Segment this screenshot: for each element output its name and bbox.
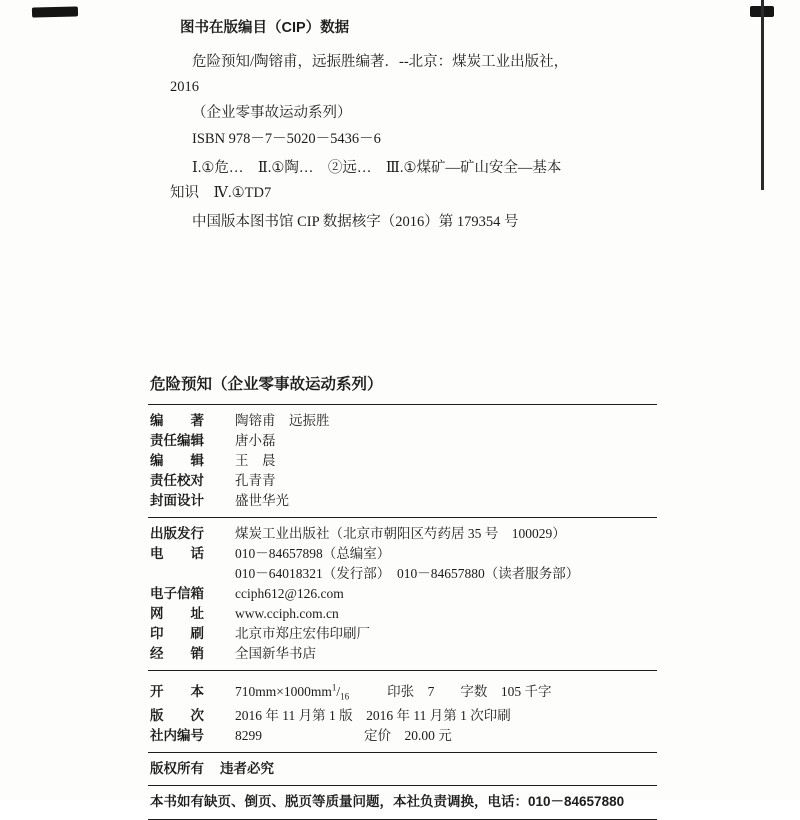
row-format: [150, 677, 657, 706]
copyright-statement: [148, 753, 657, 785]
format-rows: [148, 671, 657, 752]
row-email: [150, 584, 657, 604]
staff-rows: [148, 405, 657, 517]
row-printer: [150, 624, 657, 644]
row-serial-number: [150, 726, 657, 746]
row-proofreader: [150, 471, 657, 491]
row-value: 煤炭工业出版社（北京市朝阳区芍药居 35 号 100029）: [235, 526, 566, 541]
row-value: [235, 728, 452, 743]
row-label: 经 销: [150, 646, 204, 661]
scan-artifact-right-edge: [761, 0, 764, 190]
row-value: 陶镕甫 远振胜: [235, 413, 330, 428]
cip-classification-line-2: 知识 Ⅳ.①TD7: [170, 185, 272, 201]
row-label: 封面设计: [150, 493, 204, 508]
book-title: 危险预知（企业零事故运动系列）: [150, 376, 383, 393]
cip-isbn-line: ISBN 978－7－5020－5436－6: [192, 131, 381, 147]
colophon-block: [148, 370, 657, 820]
price: 定价 20.00 元: [364, 728, 452, 744]
serial-number: 8299: [235, 728, 262, 744]
row-label: 责任编辑: [150, 433, 204, 448]
row-value: www.cciph.com.cn: [235, 606, 339, 621]
copyright-label: 版权所有: [150, 761, 204, 777]
publisher-rows: [148, 518, 657, 670]
row-value: 唐小磊: [235, 433, 276, 448]
row-value: [235, 682, 552, 702]
row-responsible-editor: [150, 431, 657, 451]
format-fraction-numerator: 1: [331, 682, 337, 692]
format-base: 710mm×1000mm: [235, 683, 332, 699]
row-value: 孔青青: [235, 473, 276, 488]
row-label: 社内编号: [150, 728, 204, 744]
cip-block: [170, 16, 600, 235]
row-cover-design: [150, 491, 657, 511]
cip-heading: 图书在版编目（CIP）数据: [180, 20, 350, 36]
cip-title-line: 危险预知/陶镕甫，远振胜编著．--北京：煤炭工业出版社，: [192, 54, 569, 70]
row-label: 版 次: [150, 708, 204, 724]
row-phone: [150, 544, 657, 564]
copyright-value: 违者必究: [220, 761, 274, 777]
row-label: 编 辑: [150, 453, 204, 468]
row-distributor: [150, 644, 657, 664]
cip-year-line: 2016: [170, 79, 199, 95]
row-author: [150, 411, 657, 431]
quality-notice: 本书如有缺页、倒页、脱页等质量问题，本社负责调换，电话：010－84657880: [150, 794, 625, 810]
format-fraction-denominator: 16: [340, 691, 350, 702]
row-edition: [150, 706, 657, 726]
row-value: 北京市郑庄宏伟印刷厂: [235, 626, 370, 641]
format-sheets: 印张 7: [387, 683, 435, 699]
row-phone-2: [150, 564, 657, 584]
row-value: 010－84657898（总编室）: [235, 546, 391, 561]
row-editor: [150, 451, 657, 471]
format-word-count: 字数 105 千字: [460, 683, 552, 699]
row-value: 2016 年 11 月第 1 版 2016 年 11 月第 1 次印刷: [235, 708, 511, 724]
row-website: [150, 604, 657, 624]
row-value: 王 晨: [235, 453, 276, 468]
row-label: 编 著: [150, 413, 204, 428]
row-publisher: [150, 524, 657, 544]
row-label: 出版发行: [150, 526, 204, 541]
row-value: 全国新华书店: [235, 646, 316, 661]
cip-series-line: （企业零事故运动系列）: [192, 105, 352, 121]
row-label: 责任校对: [150, 473, 204, 488]
row-label: 电子信箱: [150, 586, 204, 601]
row-value: 盛世华光: [235, 493, 289, 508]
cip-registry-line: 中国版本图书馆 CIP 数据核字（2016）第 179354 号: [192, 214, 519, 230]
cip-classification-line-1: Ⅰ.①危… Ⅱ.①陶… ②远… Ⅲ.①煤矿—矿山安全—基本: [192, 160, 562, 176]
row-value: 010－64018321（发行部） 010－84657880（读者服务部）: [235, 566, 580, 581]
row-label: 开 本: [150, 683, 204, 699]
row-label: 印 刷: [150, 626, 204, 641]
row-label: 网 址: [150, 606, 204, 621]
row-label: 电 话: [150, 546, 204, 561]
format-fraction-slash: /: [336, 683, 341, 699]
scan-artifact-top-left: [32, 6, 78, 17]
row-value: cciph612@126.com: [235, 586, 344, 601]
